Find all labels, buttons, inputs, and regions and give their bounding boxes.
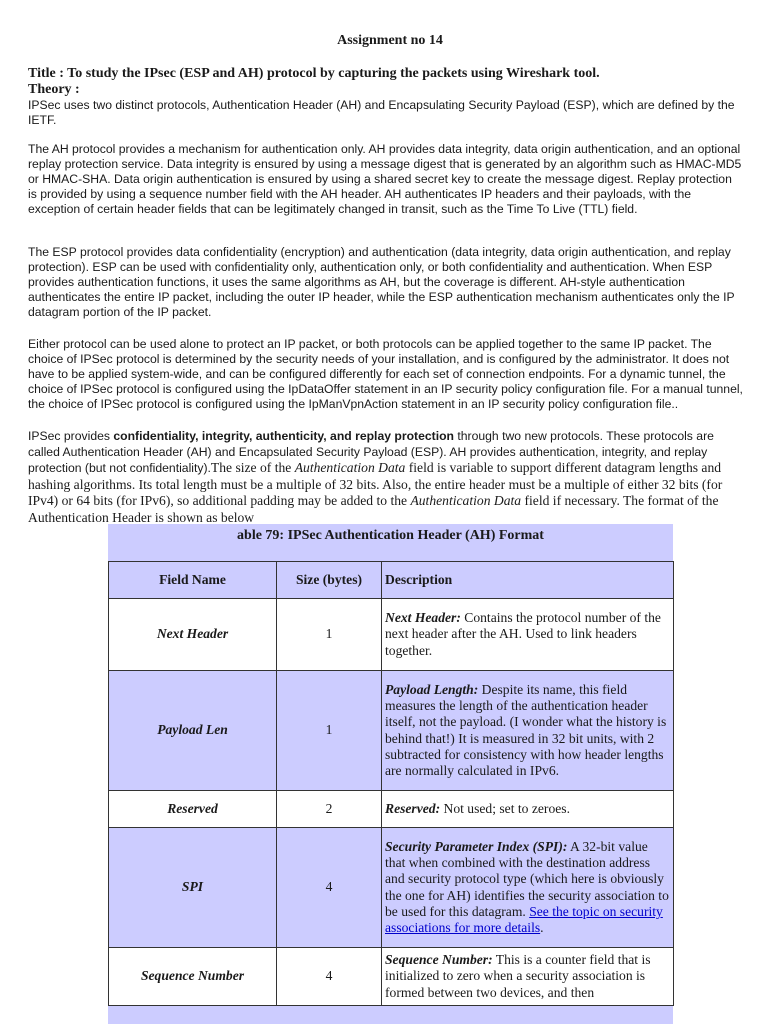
- table-caption: able 79: IPSec Authentication Header (AH) Format: [237, 528, 544, 543]
- table-row: [109, 948, 674, 1006]
- table-row: [109, 671, 674, 791]
- p5-text-a: IPSec provides: [28, 429, 114, 443]
- field-name-payload-len: Payload Len: [109, 671, 277, 791]
- field-desc-after: .: [540, 919, 544, 935]
- paragraph-esp: The ESP protocol provides data confidentiality (encryption) and authentication (data integrity, data origin authentication, and replay protection). ESP can be used with confidentiality only, authentication only, or both confidentiality and authentication. When ESP provides authentication functions, it uses the same algorithms as AH, but the coverage is different. AH-style authentication authenticates the entire IP packet, including the outer IP header, while the ESP authentication mechanism authenticates only the IP datagram portion of the IP packet.: [28, 245, 735, 319]
- document-title: Title : To study the IPsec (ESP and AH) protocol by capturing the packets using Wireshark tool.: [28, 66, 600, 81]
- p5-auth-data-term: Authentication Data: [294, 460, 406, 475]
- paragraph-ah: The AH protocol provides a mechanism for authentication only. AH provides data integrity, data origin authentication, and an optional replay protection service. Data integrity is ensured by using a message digest that is generated by an algorithm such as HMAC-MD5 or HMAC-SHA. Data origin authentication is ensured by using a shared secret key to create the message digest. Replay protection is provided by using a sequence number field with the AH header. AH authenticates IP headers and their payloads, with the exception of certain header fields that can be legitimately changed in transit, such as the Time To Live (TTL) field.: [28, 142, 742, 216]
- p5-bold-text: confidentiality, integrity, authenticity, and replay protection: [113, 429, 454, 443]
- security-associations-link[interactable]: See the topic on security associations for more details: [385, 903, 663, 935]
- paragraph-ipsec-provides: [28, 429, 744, 526]
- p5-auth-data-term-2: Authentication Data: [410, 493, 522, 508]
- field-description: [382, 948, 674, 1006]
- table-row: [109, 828, 674, 948]
- paragraph-intro: IPSec uses two distinct protocols, Authentication Header (AH) and Encapsulating Security Payload (ESP), which are defined by the IETF.: [28, 98, 735, 127]
- field-term: Security Parameter Index (SPI):: [385, 838, 568, 854]
- field-desc-text: Contains the protocol number of the next header after the AH. Used to link headers together.: [385, 610, 661, 658]
- header-description: Description: [382, 562, 674, 599]
- field-name-spi: SPI: [109, 828, 277, 948]
- field-name-reserved: Reserved: [109, 791, 277, 828]
- theory-label: Theory :: [28, 82, 80, 97]
- field-description: [382, 828, 674, 948]
- header-field-name: Field Name: [109, 562, 277, 599]
- field-description: [382, 791, 674, 828]
- field-term: Reserved:: [385, 800, 441, 816]
- field-desc-text: Not used; set to zeroes.: [440, 800, 570, 816]
- p5-text-c: through two new protocols. These protocols are called Authentication Header (AH) and Encapsulated Security Payload (ESP). AH provides authentication, integrity, and replay protection (but not confidentiality).: [28, 429, 714, 475]
- field-description: [382, 599, 674, 671]
- header-size: Size (bytes): [277, 562, 382, 599]
- field-desc-text: A 32-bit value that when combined with the destination address and security protocol type (which here is obviously the one for AH) identifies the security association to be used for this datagram.: [385, 838, 669, 919]
- p5-text-d: The size of the: [210, 460, 295, 475]
- field-size: 1: [277, 599, 382, 671]
- field-size: 4: [277, 948, 382, 1006]
- field-term: Sequence Number:: [385, 952, 493, 968]
- paragraph-either-protocol: Either protocol can be used alone to protect an IP packet, or both protocols can be applied together to the same IP packet. The choice of IPSec protocol is determined by the security needs of your installation, and is configured by the administrator. It does not have to be applied system-wide, and can be configured differently for each set of connection endpoints. For a dynamic tunnel, the choice of IPSec protocol is configured using the IpDataOffer statement in an IP security policy configuration file. For a manual tunnel, the choice of IPSec protocol is configured using the IpManVpnAction statement in an IP security policy configuration file..: [28, 337, 743, 411]
- table-header-row: [109, 562, 674, 599]
- field-description: [382, 671, 674, 791]
- field-size: 2: [277, 791, 382, 828]
- field-size: 4: [277, 828, 382, 948]
- field-desc-text: This is a counter field that is initialized to zero when a security association is formed between two devices, and then: [385, 952, 651, 1000]
- p5-text-f: field is variable to support different datagram lengths and hashing algorithms. Its total length must be a multiple of 32 bits. Also, the entire header must be a multiple of either 32 bits (for IPv4) or 64 bits (for IPv6), so additional padding may be added to the: [28, 460, 723, 508]
- field-name-sequence-number: Sequence Number: [109, 948, 277, 1006]
- table-row: [109, 791, 674, 828]
- field-term: Next Header:: [385, 610, 461, 626]
- field-size: 1: [277, 671, 382, 791]
- field-desc-text: Despite its name, this field measures the length of the authentication header itself, not the payload. (I wonder what the history is behind that!) It is measured in 32 bit units, with 2 subtracted for consistency with how header lengths are normally calculated in IPv6.: [385, 681, 667, 778]
- ah-format-table: [108, 561, 674, 1006]
- page-heading: Assignment no 14: [337, 33, 443, 48]
- ah-format-table-container: [108, 524, 673, 1024]
- p5-text-h: field if necessary. The format of the Authentication Header is shown as below: [28, 493, 719, 525]
- table-row: [109, 599, 674, 671]
- field-term: Payload Length:: [385, 681, 479, 697]
- field-name-next-header: Next Header: [109, 599, 277, 671]
